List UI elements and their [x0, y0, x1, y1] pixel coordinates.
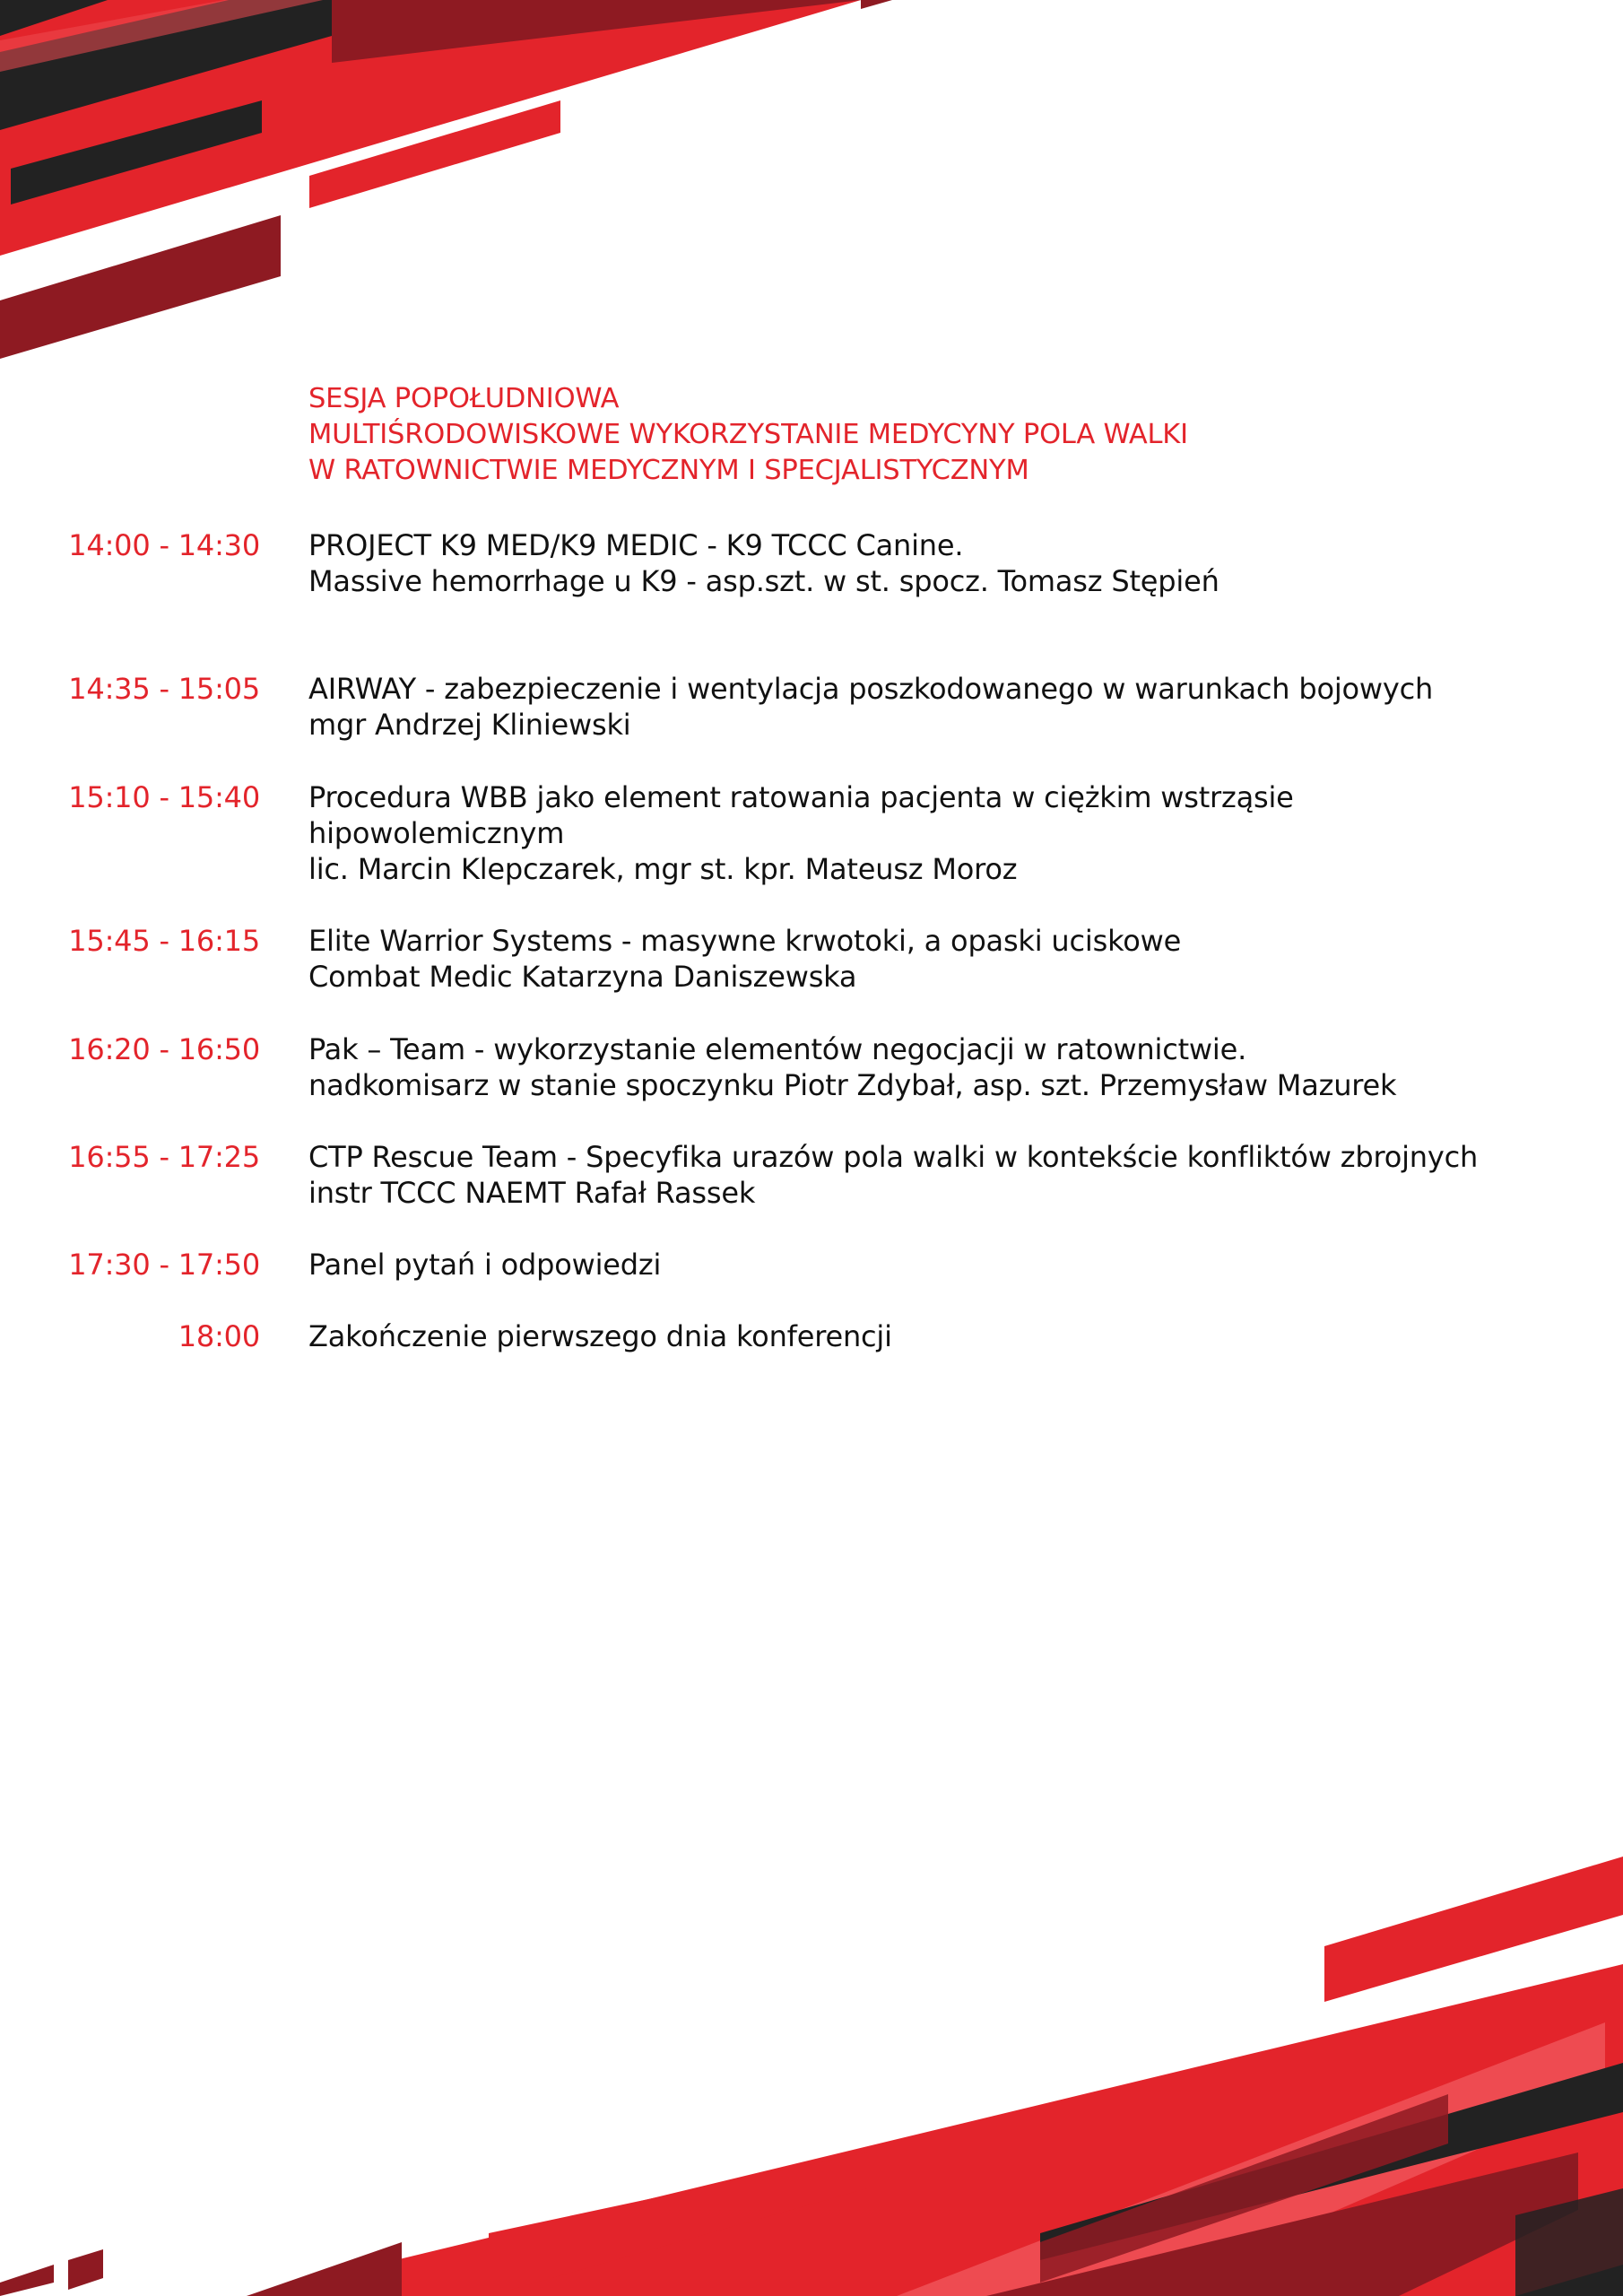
session-title-line: W RATOWNICTWIE MEDYCZNYM I SPECJALISTYCZNYM: [308, 455, 1029, 486]
stripe: [1515, 2265, 1623, 2296]
schedule-time: 15:45 - 16:15: [68, 924, 260, 958]
stripe: [0, 2265, 54, 2296]
stripe: [0, 0, 861, 256]
stripe: [1040, 2063, 1623, 2260]
stripe: [0, 215, 281, 359]
stripe: [861, 0, 892, 9]
schedule-line: Elite Warrior Systems - masywne krwotoki, a opaski uciskowe: [308, 924, 1182, 958]
stripe: [1040, 2094, 1448, 2283]
stripe: [11, 100, 262, 204]
schedule-line: Pak – Team - wykorzystanie elementów negocjacji w ratownictwie.: [308, 1032, 1247, 1066]
stripe: [332, 0, 861, 63]
stripe: [489, 2152, 867, 2296]
session-title-line: SESJA POPOŁUDNIOWA: [308, 383, 620, 414]
schedule-line: Procedura WBB jako element ratowania pacjenta w ciężkim wstrząsie: [308, 780, 1294, 814]
schedule-line: PROJECT K9 MED/K9 MEDIC - K9 TCCC Canine.: [308, 528, 964, 562]
stripe: [247, 1964, 1623, 2296]
schedule-description: [308, 1031, 1600, 1103]
stripe: [0, 0, 332, 130]
stripe: [986, 2152, 1578, 2296]
schedule-description: [308, 1318, 1600, 1354]
schedule-line: Combat Medic Katarzyna Daniszewska: [308, 960, 857, 994]
schedule-time: 17:30 - 17:50: [68, 1248, 260, 1282]
stripe: [68, 2249, 103, 2290]
schedule-time: 14:00 - 14:30: [68, 528, 260, 562]
session-heading: [308, 381, 1582, 489]
schedule-description: [308, 671, 1600, 743]
stripe: [0, 0, 323, 72]
schedule-time: 16:55 - 17:25: [68, 1140, 260, 1174]
stripe: [309, 100, 560, 208]
schedule-line: Massive hemorrhage u K9 - asp.szt. w st. spocz. Tomasz Stępień: [308, 564, 1219, 598]
session-title-line: MULTIŚRODOWISKOWE WYKORZYSTANIE MEDYCYNY POLA WALKI: [308, 419, 1188, 450]
schedule-line: Panel pytań i odpowiedzi: [308, 1248, 662, 1282]
schedule-description: [308, 527, 1600, 599]
schedule-description: [308, 923, 1600, 995]
schedule-description: [308, 1139, 1600, 1211]
schedule-line: lic. Marcin Klepczarek, mgr st. kpr. Mateusz Moroz: [308, 852, 1018, 886]
schedule-time: 14:35 - 15:05: [68, 672, 260, 706]
stripe: [0, 0, 108, 36]
schedule-time: 15:10 - 15:40: [68, 780, 260, 814]
schedule-line: mgr Andrzej Kliniewski: [308, 708, 631, 742]
schedule-line: Zakończenie pierwszego dnia konferencji: [308, 1319, 892, 1353]
stripe: [247, 2242, 402, 2296]
schedule-line: nadkomisarz w stanie spoczynku Piotr Zdybał, asp. szt. Przemysław Mazurek: [308, 1068, 1397, 1102]
schedule-line: CTP Rescue Team - Specyfika urazów pola walki w kontekście konfliktów zbrojnych: [308, 1140, 1479, 1174]
schedule-line: hipowolemicznym: [308, 816, 565, 850]
schedule-description: [308, 1247, 1600, 1283]
schedule-time: 16:20 - 16:50: [68, 1032, 260, 1066]
schedule-line: AIRWAY - zabezpieczenie i wentylacja poszkodowanego w warunkach bojowych: [308, 672, 1434, 706]
stripe: [1515, 2188, 1623, 2296]
schedule-time: 18:00: [178, 1319, 260, 1353]
schedule-description: [308, 779, 1600, 887]
stripe: [1324, 1857, 1623, 2002]
schedule-line: instr TCCC NAEMT Rafał Rassek: [308, 1176, 756, 1210]
stripe: [897, 2022, 1605, 2296]
stripe: [1399, 2188, 1623, 2296]
